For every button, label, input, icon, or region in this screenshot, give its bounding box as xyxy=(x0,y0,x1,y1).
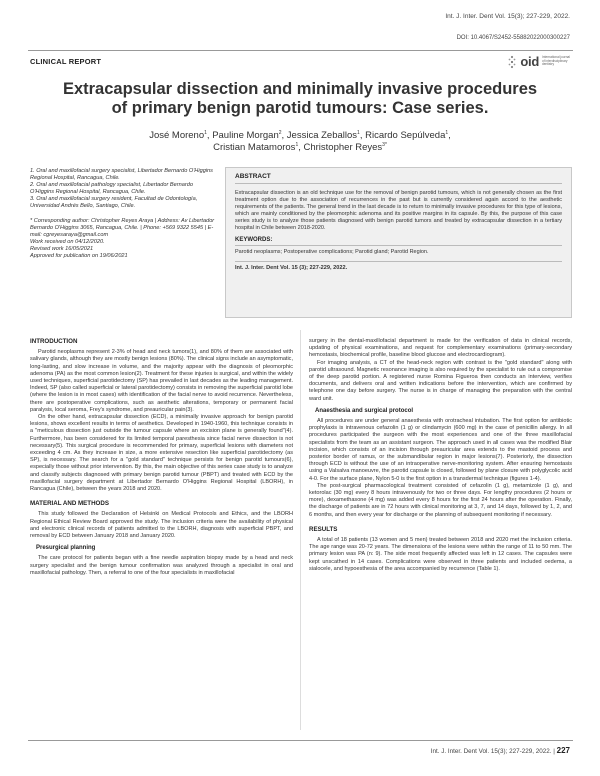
keywords-text: Parotid neoplasms; Postoperative complications; Parotid gland; Parotid Region. xyxy=(235,248,429,255)
paragraph: surgery in the dental-maxillofacial department is made for the verification of data in clinical records, updating of physical examinations, and request for complementary examinations (primary-secondary hemostasis, biochemical profile, baseline blood glucose and electrocardiogram). xyxy=(309,338,572,359)
dental-logo-icon xyxy=(507,55,517,69)
author-name: José Moreno xyxy=(149,130,205,141)
affiliation-2: 2. Oral and maxillofacial pathology specialist, Libertador Bernardo O'Higgins Regional Hospital, Rancagua, Chile. xyxy=(30,182,193,196)
section-heading-methods: MATERIAL AND METHODS xyxy=(30,500,109,508)
page-footer xyxy=(431,746,570,755)
title-line-1: Extracapsular dissection and minimally invasive procedures xyxy=(62,80,538,98)
footer-divider xyxy=(28,740,573,741)
paragraph: For imaging analysis, a CT of the head-neck region with contrast is the "gold standard" along with parotid ultrasound. Magnetic resonance imaging is also required by the specialist to rule out a compromise of the deep parotid portion. A registered nurse Romina Figueroa then conducts an interview, verifies documents, and delivers oral and written indications before the intervention, which are confirmed by telephone one day before surgery. The nurse is in charge of managing the preparation with the central ward unit. xyxy=(309,359,572,402)
logo-subtitle: International journal of interdisciplinary dentistry xyxy=(542,55,570,67)
body-column-right xyxy=(309,338,572,573)
article-type-label: CLINICAL REPORT xyxy=(30,57,102,66)
received-date: Work received on 04/12/2020. xyxy=(30,238,105,245)
abstract-heading: ABSTRACT xyxy=(235,173,562,184)
approved-date: Approved for publication on 19/06/2021 xyxy=(30,253,128,260)
author-sep: , xyxy=(359,130,366,141)
abstract-text: Extracapsular dissection is an old technique use for the removal of benign parotid tumours, which is not generally chosen as the first treatment option due to the association of recurrences in the past but is currently considered again accord to the aesthetic requirements of the patients. The general trend in the last decade is to return to minimally invasive procedures for this type of lesions, which are mainly conditioned by the pleomorphic adenoma and its positive margins in its capsule. By this, the purpose of this case series study is to analyze those patients diagnosed with benign parotid tumors and treated by extracapsular dissection in a tertiary hospital in Chile between 2018-2020. xyxy=(235,190,562,232)
revised-date: Revised work 16/05/2021 xyxy=(30,245,94,252)
paragraph: This study followed the Declaration of Helsinki on Medical Protocols and Ethics, and the LBORH Regional Ethical Review Board approved the study. The inclusion criteria were the availability of physical and electronic clinical records of patients admitted to the LBORH, diagnosis with superficial PBPT, and removal by ECD between January 2018 and January 2020. xyxy=(30,511,293,540)
journal-citation-header: Int. J. Inter. Dent Vol. 15(3); 227-229, 2022. xyxy=(445,13,570,20)
author-affil-sup: 1 xyxy=(357,129,360,136)
author-affil-sup: 1 xyxy=(204,129,207,136)
journal-logo xyxy=(507,54,570,69)
author-name: Cristian Matamoros xyxy=(213,142,296,153)
section-heading-results: RESULTS xyxy=(309,525,338,533)
author-sep: , xyxy=(281,130,287,141)
authors-line-1 xyxy=(40,130,560,142)
authors-line-2 xyxy=(40,142,560,154)
corresponding-author: * Corresponding author: Christopher Reyes Araya | Address: Av Libertador Bernardo O'Higgins 3065, Rancagua, Chile. | Phone: +569 9322 5545 | E-mail: cgreyesaraya@gmail.com xyxy=(30,217,215,238)
author-affil-sup: 1 xyxy=(445,129,449,136)
abstract-box xyxy=(225,167,572,318)
author-list xyxy=(40,130,560,154)
subsection-heading-anaesthesia: Anaesthesia and surgical protocol xyxy=(315,407,414,414)
author-sep: , xyxy=(206,130,213,141)
keywords-heading: KEYWORDS: xyxy=(235,237,562,246)
article-title xyxy=(30,80,570,118)
affiliations-block xyxy=(30,168,215,260)
title-line-2: of primary benign parotid tumours: Case series. xyxy=(111,99,489,117)
paragraph: Parotid neoplasms represent 2-3% of head and neck tumors(1), and 80% of them are associated with salivary glands, although they are mostly benign lesions (80%). The clinical signs include an asymptomatic, long-lasting, and slow increase in volume, and the majority appear with the diagnosis of pleomorphic adenoma (PA) as the most common lesion(2). Treatment for these injuries is surgical, and within the widely used techniques, superficial parotidectomy (SP) has prevailed in last decades as the leading management. Indeed, SP (also called superficial or lateral parotidectomy) consists in removing the superficial parotid lobe (where the lesion is in most cases) with identification of the facial nerve to avoid recurrence. Nevertheless, there are postoperative complications, such as aesthetic alterations, temporary or permanent facial paralysis, local seroma, Frey's syndrome, and preauricular pain(3). xyxy=(30,349,293,413)
author-name: Christopher Reyes xyxy=(303,142,383,153)
paragraph: On the other hand, extracapsular dissection (ECD), a minimally invasive approach for benign parotid lesions, shows excellent results in terms of aesthetics. Developed in 1940-1960, this technique consists in a "meticulous dissection just outside the tumour capsule where an excision plane is generally found"(4). Furthermore, has been considered for its limited temporal paresthesia since facial nerve dissection is not necessary(5). This surgical procedure is recommended for primary, superficial lesions with diameters not exceeding 4 cm. As they increase in size, a more extensive resection like superficial parotidectomy (as SP), is necessary. The search for a "gold standard" technique persists for benign parotid tumours(6), especially those without prior intervention. By this, the main objective of this series case study is to analyze and classify subjects diagnosed with primary benign parotid tumour (PBPT) and treated with ECD by the maxillofacial surgery department at Libertador Bernardo O'Higgins Regional Hospital (LBORH), in Rancagua (Chile), between the years 2018 and 2020. xyxy=(30,414,293,493)
logo-wordmark: oid xyxy=(520,54,539,69)
subsection-heading-presurgical: Presurgical planning xyxy=(36,545,96,552)
author-name: Jessica Zeballos xyxy=(286,130,358,141)
author-name: Ricardo Sepúlveda xyxy=(365,130,446,141)
author-sep: , xyxy=(298,142,304,153)
abstract-citation: Int. J. Inter. Dent Vol. 15 (3); 227-229, 2022. xyxy=(235,261,562,271)
paragraph: The care protocol for patients began with a fine needle aspiration biopsy made by a head and neck surgery specialist and the benign tumour confirmation was analyzed through a specialist in oral and maxillofacial pathology. Then, a referral to one of the four specialists in maxillofacial xyxy=(30,555,293,576)
affiliation-3: 3. Oral and maxillofacial surgery resident, Facultad de Odontología, Universidad Andrés Bello, Santiago, Chile. xyxy=(30,196,198,210)
doi-link[interactable]: DOI: 10.4067/S2452-55882022000300227 xyxy=(456,35,570,41)
paragraph: All procedures are under general anaesthesia with orotracheal intubation. The first option for antibiotic prophylaxis is intravenous cefazolin (1 g) or clindamycin (600 mg) in the case of penicillin allergy. In all procedures participated the surgeon with the most experiences and one of the three maxillofacial specialists from the team as an assistant surgeon. The approach used in all cases was the modified Blair incision, which consists of an incision through preauricular area extends to the mastoid process and posterior border of ramus, or the submandibular region in major lesions(7). Posteriorly, the dissection through ECD is without the use of an intraoperative nerve-monitoring system. After ensuring hemostasis using a Valsalva manoeuvre, the parotid capsule is closed, followed by plane closure with polyglycolic acid 4-0. For the surface plane, Nylon 5-0 is the first option in a transdermal technique (figures 1-4). xyxy=(309,418,572,482)
body-column-left xyxy=(30,338,293,577)
author-affil-sup: 3* xyxy=(382,141,387,148)
paragraph: The post-surgical pharmacological treatment consisted of cefazolin (1 g), metamizole (1 g), and ketorolac (30 mg) every 8 hours intravenously for two or three days. For lengthy procedures (2 hours or more), dexamethasone (4 mg) was added every 8 hours for the first 24 hours after the operation. Finally, the discharge of patients are in 72 hours with clinical monitoring at 3, 7, and 14 days, followed by 1, 2, and 6 months, and then every year for discharge or the planning of subsequent monitoring if necessary. xyxy=(309,482,572,518)
author-affil-sup: 2 xyxy=(278,129,282,136)
section-heading-introduction: INTRODUCTION xyxy=(30,338,78,345)
page-number: 227 xyxy=(556,746,570,755)
affiliation-1: 1. Oral and maxillofacial surgery specialist, Libertador Bernardo O'Higgins Regional Hospital, Rancagua, Chile. xyxy=(30,168,213,182)
footer-separator: | xyxy=(551,748,557,755)
author-affil-sup: 1 xyxy=(295,141,299,148)
header-divider xyxy=(28,50,573,51)
author-sep: , xyxy=(448,130,451,141)
column-divider xyxy=(300,330,301,730)
footer-citation: Int. J. Inter. Dent Vol. 15(3); 227-229, 2022. xyxy=(430,748,552,755)
author-name: Pauline Morgan xyxy=(212,130,279,141)
paragraph: A total of 18 patients (13 women and 5 men) treated between 2018 and 2020 met the inclusion criteria. The age range was 20-72 years. The dimensions of the lesions were within the range of 11 to 50 mm. The primary lesion was PA (n: 9). The side most frequently affected was left in 12 cases. The capsules were kept unscathed in 14 cases. Complications were observed in three patients and included oedema, a sialocele, and hypoesthesia of the area accompanied by recurrence (Table 1). xyxy=(309,537,572,572)
